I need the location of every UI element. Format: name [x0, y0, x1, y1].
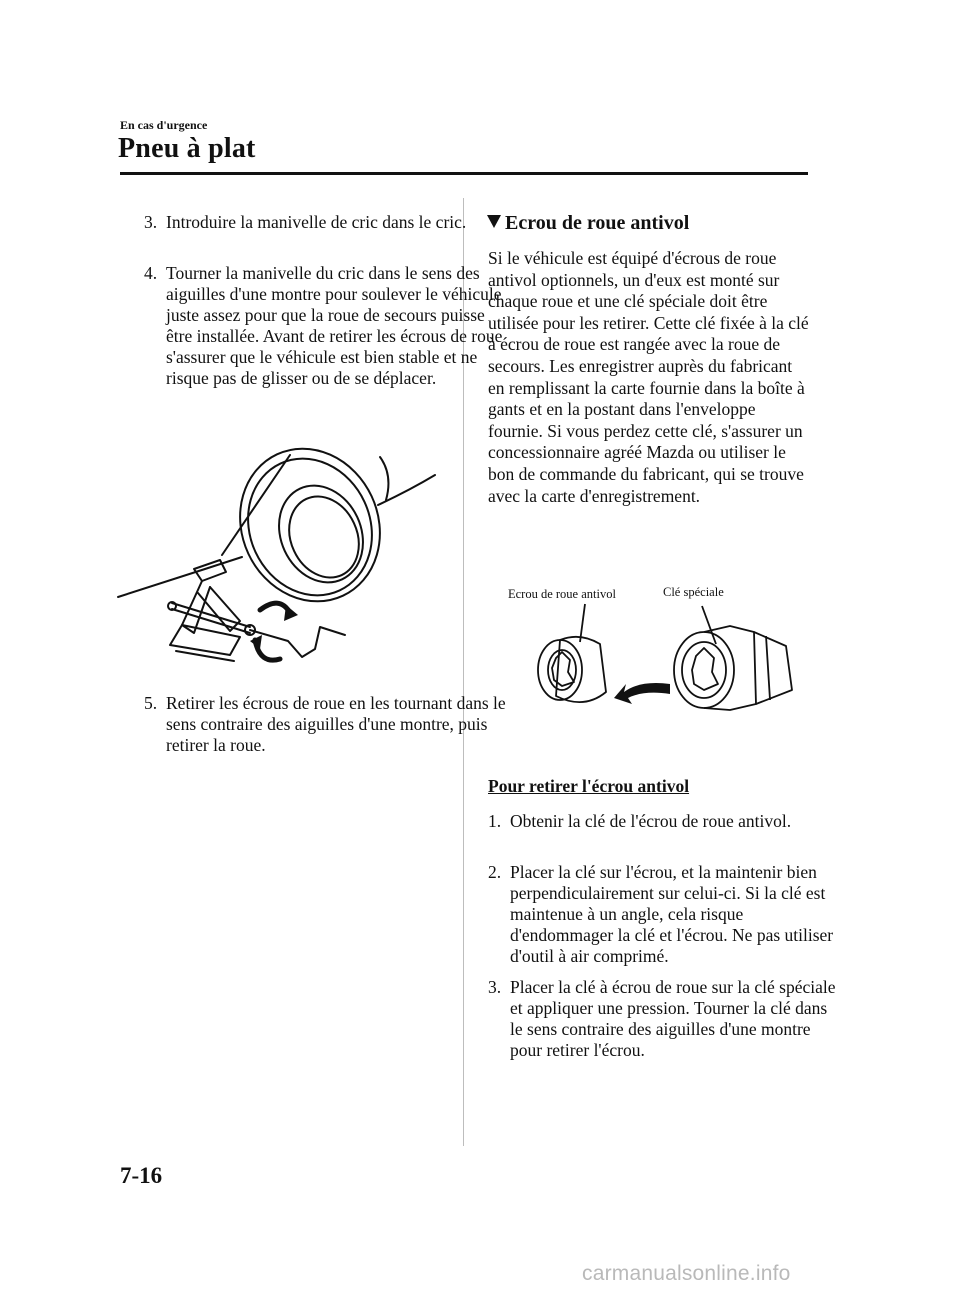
step-number: 2. — [488, 862, 502, 882]
watermark: carmanualsonline.info — [582, 1262, 791, 1285]
step-text: Placer la clé à écrou de roue sur la clé spéciale et appliquer une pression. Tourner la clé dans le sens contraire des aiguilles d'une montre pour retirer l'écrou. — [510, 977, 836, 1060]
step-text: Retirer les écrous de roue en les tournant dans le sens contraire des aiguilles d'une montre, puis retirer la roue. — [166, 693, 506, 755]
right-step-2 — [488, 862, 840, 967]
key-callout: Clé spéciale — [663, 585, 724, 599]
page-number: 7-16 — [120, 1163, 163, 1188]
step-text: Obtenir la clé de l'écrou de roue antivol. — [510, 811, 792, 831]
step-number: 5. — [144, 693, 158, 713]
removal-subheading: Pour retirer l'écrou antivol — [488, 776, 690, 796]
right-step-1 — [488, 811, 840, 832]
step-number: 3. — [488, 977, 502, 997]
step-text: Tourner la manivelle du cric dans le sens des aiguilles d'une montre pour soulever le véhicule juste assez pour que la roue de secours puisse être installée. Avant de retirer les écrous de roue s'assurer que le véhicule est bien stable et ne risque pas de glisser ou de se déplacer. — [166, 263, 503, 388]
step-number: 1. — [488, 811, 502, 831]
lock-nut-illustration — [520, 600, 800, 720]
left-step-3 — [144, 212, 506, 233]
section-heading — [487, 212, 689, 235]
triangle-marker-icon — [487, 215, 501, 228]
jack-tire-illustration — [110, 445, 445, 675]
left-step-4 — [144, 263, 506, 389]
page-title: Pneu à plat — [118, 133, 256, 164]
title-rule — [120, 172, 808, 175]
right-step-3 — [488, 977, 840, 1061]
section-label: En cas d'urgence — [120, 118, 208, 132]
intro-paragraph: Si le véhicule est équipé d'écrous de roue antivol optionnels, un d'eux est monté sur chaque roue et une clé spéciale doit être utilisée pour les retirer. Cette clé fixée à la clé à écrou de roue est rangée avec la roue de secours. Les enregistrer auprès du fabricant en remplissant la carte fournie dans la boîte à gants et en la postant dans l'enveloppe fournie. Si vous perdez cette clé, s'assurer un concessionnaire agréé Mazda ou utiliser le bon de commande du fabricant, qui se trouve avec la carte d'enregistrement. — [488, 248, 809, 506]
heading-text: Ecrou de roue antivol — [505, 212, 690, 234]
step-text: Introduire la manivelle de cric dans le cric. — [166, 212, 467, 232]
step-number: 3. — [144, 212, 158, 232]
step-number: 4. — [144, 263, 158, 283]
step-text: Placer la clé sur l'écrou, et la maintenir bien perpendiculairement sur celui-ci. Si la clé est maintenue à un angle, cela risque d'endommager la clé et l'écrou. Ne pas utiliser d'outil à air comprimé. — [510, 862, 834, 966]
nut-callout: Ecrou de roue antivol — [508, 587, 616, 601]
left-step-5 — [144, 693, 506, 756]
